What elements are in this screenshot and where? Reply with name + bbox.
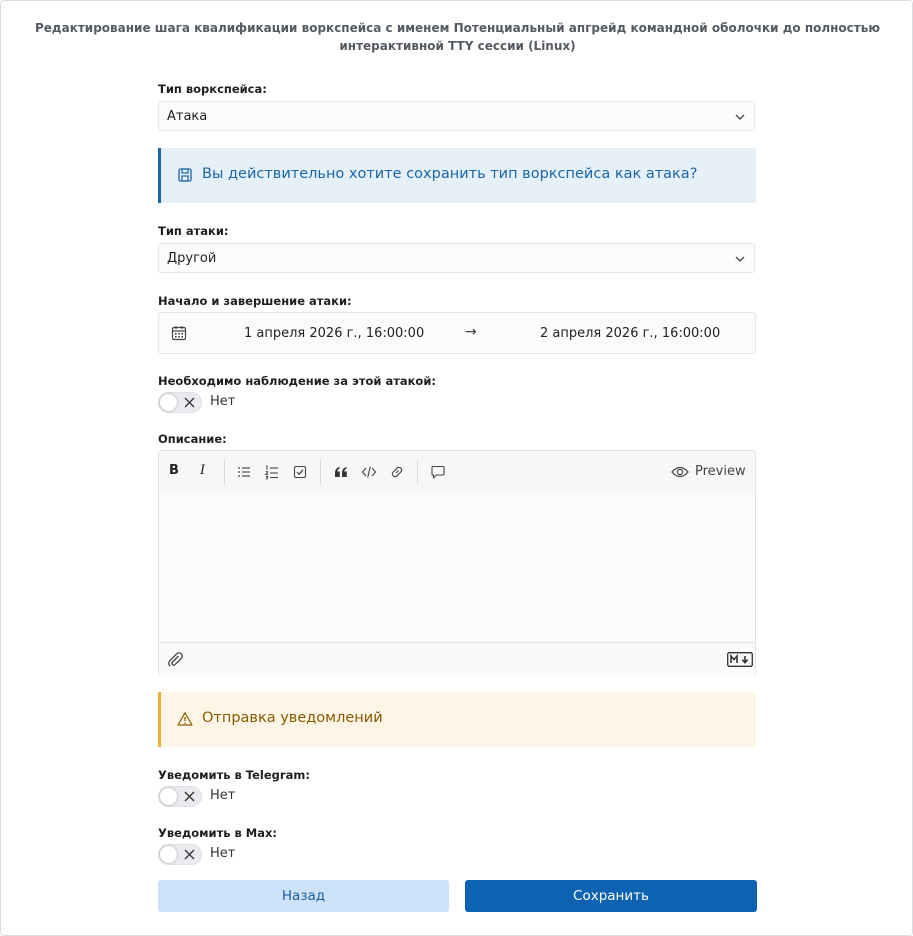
eye-icon	[671, 464, 689, 480]
notify-telegram-value: Нет	[210, 788, 236, 803]
notify-max-label: Уведомить в Max:	[158, 826, 278, 840]
numbered-list-icon[interactable]	[264, 464, 280, 480]
toolbar-separator	[417, 460, 418, 484]
attack-period-range-picker[interactable]	[158, 312, 756, 354]
save-button[interactable]: Сохранить	[465, 880, 757, 912]
attack-type-value: Другой	[167, 251, 217, 266]
back-button[interactable]: Назад	[158, 880, 449, 912]
notifications-alert	[158, 692, 756, 747]
workspace-type-select[interactable]	[158, 101, 755, 131]
preview-label: Preview	[695, 464, 746, 479]
code-icon[interactable]	[361, 464, 377, 480]
toggle-knob	[160, 394, 177, 411]
paperclip-icon[interactable]	[167, 651, 184, 668]
attack-type-label: Тип атаки:	[158, 224, 229, 238]
editor-footer	[159, 642, 755, 676]
attack-end-date[interactable]: 2 апреля 2026 г., 16:00:00	[540, 326, 721, 341]
description-label: Описание:	[158, 432, 227, 446]
attack-period-label: Начало и завершение атаки:	[158, 294, 352, 308]
calendar-icon	[171, 325, 187, 341]
chevron-down-icon	[734, 111, 746, 123]
markdown-icon	[727, 652, 753, 667]
observation-toggle[interactable]	[158, 392, 202, 413]
observation-value: Нет	[210, 394, 236, 409]
close-icon	[184, 849, 195, 860]
task-list-icon[interactable]	[292, 464, 308, 480]
description-textarea[interactable]	[159, 492, 755, 642]
observation-label: Необходимо наблюдение за этой атакой:	[158, 374, 436, 388]
attack-type-select[interactable]	[158, 243, 755, 273]
range-arrow: →	[465, 324, 477, 340]
attack-start-date[interactable]: 1 апреля 2026 г., 16:00:00	[244, 326, 425, 341]
quote-icon[interactable]	[333, 464, 349, 480]
notify-telegram-label: Уведомить в Telegram:	[158, 768, 310, 782]
toolbar-separator	[320, 460, 321, 484]
workspace-type-label: Тип воркспейса:	[158, 82, 267, 96]
save-icon	[177, 167, 193, 183]
comment-icon[interactable]	[430, 464, 446, 480]
notifications-alert-text: Отправка уведомлений	[202, 710, 383, 726]
toggle-knob	[160, 788, 177, 805]
bold-button[interactable]: B	[169, 463, 179, 478]
notify-max-toggle[interactable]	[158, 844, 202, 865]
editor-toolbar	[159, 451, 755, 493]
chevron-down-icon	[734, 253, 746, 265]
toolbar-separator	[224, 460, 225, 484]
workspace-type-value: Атака	[167, 109, 208, 124]
close-icon	[184, 791, 195, 802]
warning-icon	[177, 711, 193, 727]
link-icon[interactable]	[389, 464, 405, 480]
bullet-list-icon[interactable]	[236, 464, 252, 480]
preview-button[interactable]	[671, 463, 746, 481]
italic-button[interactable]: I	[200, 463, 206, 478]
markdown-editor	[158, 450, 756, 676]
notify-telegram-toggle[interactable]	[158, 786, 202, 807]
info-alert	[158, 148, 756, 203]
toggle-knob	[160, 846, 177, 863]
notify-max-value: Нет	[210, 846, 236, 861]
page-title: Редактирование шага квалификации воркспейса с именем Потенциальный апгрейд командной оболочки до полностью интерактивной TTY сессии (Linux)	[34, 21, 880, 53]
info-alert-text: Вы действительно хотите сохранить тип воркспейса как атака?	[202, 166, 698, 182]
close-icon	[184, 397, 195, 408]
